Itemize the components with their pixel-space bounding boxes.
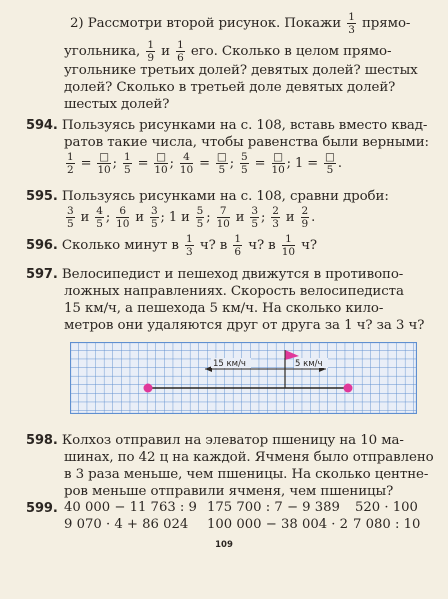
and-word: и xyxy=(177,210,194,225)
and-word: и xyxy=(281,210,299,225)
expr-1-1: 40 000 − 11 763 : 9 xyxy=(64,500,197,515)
fraction-one-ninth: $\frac{1}{9}$ xyxy=(147,39,154,64)
grid-lines xyxy=(70,342,417,414)
task-597-line4: метров они удаляются друг от друга за 1 ч? за 3 ч? xyxy=(64,318,425,333)
compare-fraction-a: $\frac{6}{10}$ xyxy=(116,205,130,230)
item2-line1: 2) Рассмотри второй рисунок. Покажи $\frac{1}{3}$ прямо- xyxy=(70,11,411,36)
equals-sign: = xyxy=(195,156,214,171)
item2-line5: шестых долей? xyxy=(64,97,170,112)
separator: ; xyxy=(286,156,295,171)
separator: ; xyxy=(260,210,270,225)
fraction-one-third: $\frac{1}{3}$ xyxy=(348,11,355,36)
walk-speed-label: 5 км/ч xyxy=(295,359,323,369)
separator: . xyxy=(311,210,316,225)
task-number: 598. xyxy=(26,433,58,448)
task-594-line1: 594. Пользуясь рисунками на с. 108, вставь вместо квад- xyxy=(26,118,428,133)
item2-line4: долей? Сколько в третьей доле девятых долей? xyxy=(64,80,396,95)
task-597-line3: 15 км/ч, а пешехода 5 км/ч. На сколько кило- xyxy=(64,301,384,316)
task-596-line: 596. Сколько минут в $\frac{1}{3}$ ч? в $\frac{1}{6}$ ч? в $\frac{1}{10}$ ч? xyxy=(26,233,317,258)
task-number: 596. xyxy=(26,238,58,253)
blank-fraction: $\frac{□}{10}$ xyxy=(97,151,111,176)
and-word: и xyxy=(131,210,148,225)
separator: ; xyxy=(206,210,215,225)
right-point xyxy=(344,384,353,393)
compare-fraction-a: $\frac{3}{5}$ xyxy=(67,205,74,230)
expr-1-2: 175 700 : 7 − 9 389 xyxy=(207,500,340,515)
task-number: 595. xyxy=(26,189,58,204)
separator: ; xyxy=(229,156,239,171)
expr-2-1: 9 070 · 4 + 86 024 xyxy=(64,517,189,532)
item2-line3: угольнике третьих долей? девятых долей? шестых xyxy=(64,63,418,78)
fraction-one-sixth: $\frac{1}{6}$ xyxy=(177,39,184,64)
expr-2-3: 7 080 : 10 xyxy=(353,517,421,532)
task-595-line1: 595. Пользуясь рисунками на с. 108, сравни дроби: xyxy=(26,189,389,204)
expr-1-3: 520 · 100 xyxy=(355,500,418,515)
page-number: 109 xyxy=(215,540,233,550)
equals-sign: = xyxy=(76,156,96,171)
left-point xyxy=(144,384,153,393)
task-598-line1: 598. Колхоз отправил на элеватор пшеницу на 10 ма- xyxy=(26,433,404,448)
compare-fraction-b: $\frac{2}{9}$ xyxy=(301,205,309,230)
compare-fraction-b: $\frac{3}{5}$ xyxy=(150,205,158,230)
compare-fraction-b: $\frac{4}{5}$ xyxy=(96,205,103,230)
separator: ; xyxy=(112,156,121,171)
blank-fraction: $\frac{□}{10}$ xyxy=(154,151,168,176)
fraction-one-tenth: $\frac{1}{10}$ xyxy=(281,233,295,258)
task-597-line1: 597. Велосипедист и пешеход движутся в противопо- xyxy=(26,267,404,282)
compare-fraction-a: $\frac{7}{10}$ xyxy=(216,205,230,230)
whole-number: 1 xyxy=(294,156,304,171)
equals-sign: = xyxy=(303,156,323,171)
task-number: 594. xyxy=(26,118,58,133)
separator: ; xyxy=(160,210,169,225)
task-598-line4: ров меньше отправили ячменя, чем пшеницы? xyxy=(64,484,394,499)
equals-sign: = xyxy=(250,156,270,171)
blank-fraction: $\frac{□}{5}$ xyxy=(216,151,227,176)
blank-fraction: $\frac{□}{5}$ xyxy=(325,151,335,176)
task-594-equalities xyxy=(64,152,342,175)
and-word: и xyxy=(231,210,249,225)
task-597-line2: ложных направлениях. Скорость велосипедиста xyxy=(64,284,404,299)
whole-number: 1 xyxy=(168,210,178,225)
task-598-line3: в 3 раза меньше, чем пшеницы. На сколько центне- xyxy=(64,467,429,482)
expr-2-2: 100 000 − 38 004 · 2 xyxy=(207,517,349,532)
separator: . xyxy=(337,156,342,171)
fraction-one-third: $\frac{1}{3}$ xyxy=(186,233,193,258)
item2-line2: угольника, $\frac{1}{9}$ и $\frac{1}{6}$ его. Сколько в целом прямо- xyxy=(64,39,392,64)
compare-fraction-b: $\frac{5}{5}$ xyxy=(196,205,204,230)
separator: ; xyxy=(105,210,115,225)
motion-diagram xyxy=(70,342,417,414)
task-595-pairs xyxy=(64,206,315,229)
left-fraction: $\frac{5}{5}$ xyxy=(241,151,248,176)
task-598-line2: шинах, по 42 ц на каждой. Ячменя было отправлено xyxy=(64,450,434,465)
fraction-one-sixth: $\frac{1}{6}$ xyxy=(234,233,242,258)
task-594-line2: ратов такие числа, чтобы равенства были верными: xyxy=(64,135,429,150)
compare-fraction-b: $\frac{3}{5}$ xyxy=(251,205,258,230)
left-fraction: $\frac{1}{2}$ xyxy=(67,151,74,176)
bike-speed-label: 15 км/ч xyxy=(213,359,246,369)
left-fraction: $\frac{4}{10}$ xyxy=(179,151,194,176)
and-word: и xyxy=(76,210,94,225)
separator: ; xyxy=(169,156,178,171)
task-number: 597. xyxy=(26,267,58,282)
task-number: 599. xyxy=(26,501,58,516)
compare-fraction-a: $\frac{2}{3}$ xyxy=(272,205,279,230)
equals-sign: = xyxy=(133,156,153,171)
task-599-label xyxy=(26,500,58,517)
blank-fraction: $\frac{□}{10}$ xyxy=(271,151,285,176)
left-fraction: $\frac{1}{5}$ xyxy=(123,151,131,176)
